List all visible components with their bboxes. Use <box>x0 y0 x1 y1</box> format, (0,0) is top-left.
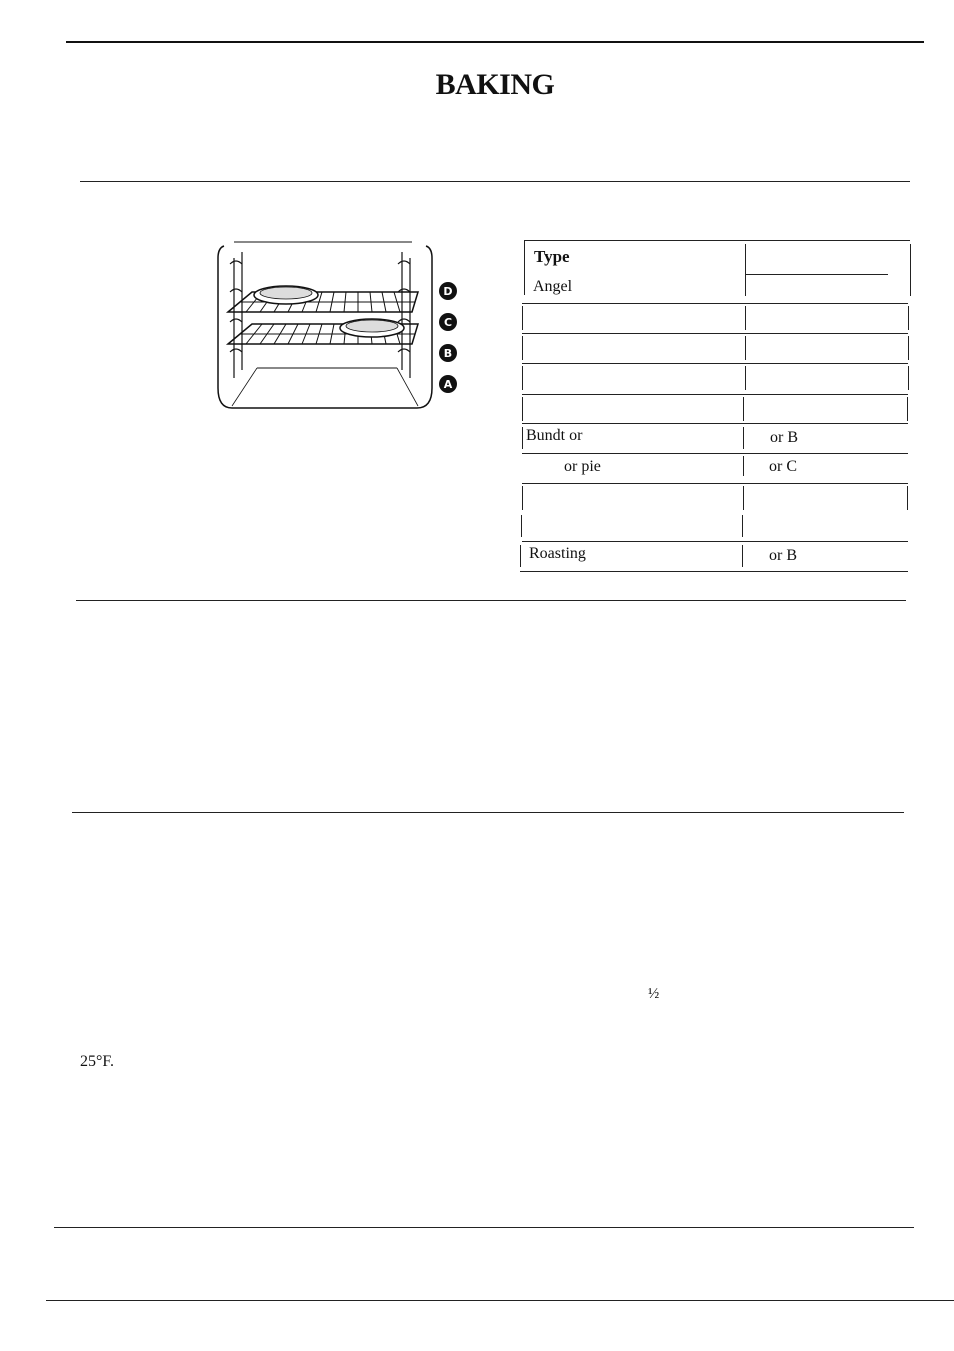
table-cell-position: or C <box>769 458 797 475</box>
top-rule <box>66 41 924 43</box>
table-cell-position: or B <box>769 547 797 564</box>
section-rule-2 <box>76 600 906 601</box>
rack-label-a: A <box>443 378 453 391</box>
table-cell-type: Bundt or <box>526 427 583 444</box>
table-header-type: Type <box>534 247 570 266</box>
half-fraction: ½ <box>648 986 660 1002</box>
table-cell-type: Angel <box>533 278 573 295</box>
rack-label-c: C <box>443 316 453 329</box>
section-rule-4 <box>54 1227 914 1228</box>
oven-diagram <box>212 238 472 418</box>
rack-label-b: B <box>443 347 453 360</box>
table-cell-type: or pie <box>564 458 601 475</box>
page-title: BAKING <box>435 68 555 101</box>
table-cell-position: or B <box>770 429 798 446</box>
temperature-text: 25°F. <box>80 1053 115 1070</box>
table-cell-type: Roasting <box>529 545 586 562</box>
section-rule-3 <box>72 812 904 813</box>
rack-label-d: D <box>443 285 453 298</box>
oven-rack-illustration <box>212 238 472 418</box>
rack-position-table <box>516 240 912 575</box>
bottom-rule <box>46 1300 954 1301</box>
section-rule-1 <box>80 181 910 182</box>
